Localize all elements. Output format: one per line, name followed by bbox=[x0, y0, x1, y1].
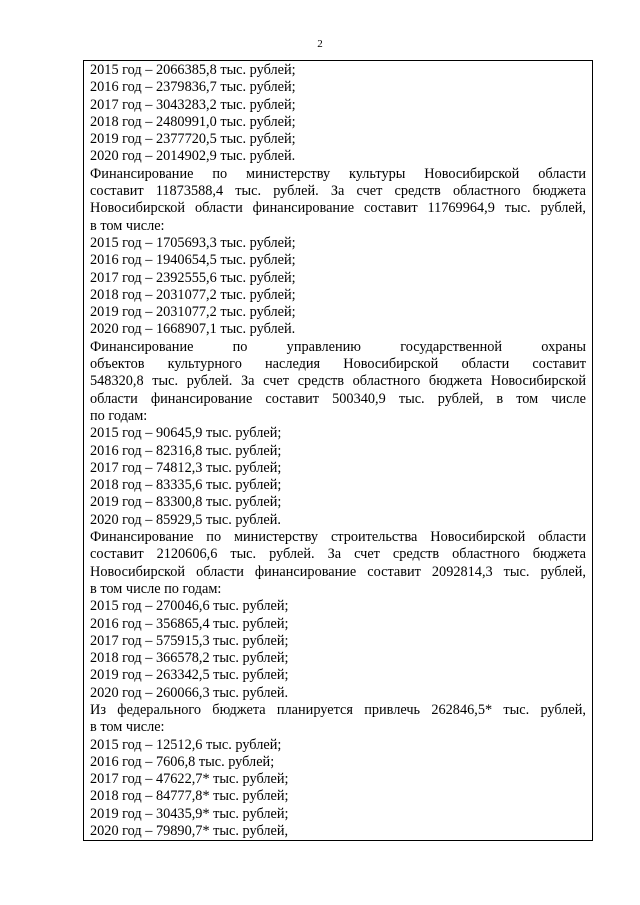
paragraph-line: Из федерального бюджета планируется привлечь 262846,5* тыс. рублей, bbox=[90, 701, 586, 718]
paragraph-line: составит 2120606,6 тыс. рублей. За счет средств областного бюджета bbox=[90, 546, 586, 563]
list-line: в том числе: bbox=[90, 217, 165, 234]
list-line: 2018 год – 2480991,0 тыс. рублей; bbox=[90, 113, 296, 130]
list-line: 2017 год – 47622,7* тыс. рублей; bbox=[90, 771, 289, 788]
page-number: 2 bbox=[317, 38, 323, 50]
list-line: по годам: bbox=[90, 407, 148, 424]
paragraph-line: Финансирование по министерству культуры Новосибирской области bbox=[90, 165, 586, 182]
list-line: 2020 год – 260066,3 тыс. рублей. bbox=[90, 684, 289, 701]
list-line: 2015 год – 12512,6 тыс. рублей; bbox=[90, 736, 282, 753]
paragraph-line: Новосибирской области финансирование составит 11769964,9 тыс. рублей, bbox=[90, 200, 586, 217]
list-line: 2018 год – 83335,6 тыс. рублей; bbox=[90, 477, 282, 494]
list-line: 2020 год – 1668907,1 тыс. рублей. bbox=[90, 321, 296, 338]
list-line: 2020 год – 85929,5 тыс. рублей. bbox=[90, 511, 281, 528]
list-line: 2015 год – 90645,9 тыс. рублей; bbox=[90, 425, 282, 442]
list-line: 2016 год – 7606,8 тыс. рублей; bbox=[90, 753, 275, 770]
paragraph-line: Новосибирской области финансирование составит 2092814,3 тыс. рублей, bbox=[90, 563, 586, 580]
list-line: 2015 год – 270046,6 тыс. рублей; bbox=[90, 598, 289, 615]
list-line: 2017 год – 3043283,2 тыс. рублей; bbox=[90, 96, 296, 113]
list-line: 2019 год – 263342,5 тыс. рублей; bbox=[90, 667, 289, 684]
list-line: 2018 год – 366578,2 тыс. рублей; bbox=[90, 650, 289, 667]
list-line: 2016 год – 82316,8 тыс. рублей; bbox=[90, 442, 282, 459]
paragraph-line: 548320,8 тыс. рублей. За счет средств областного бюджета Новосибирской bbox=[90, 373, 586, 390]
list-line: 2020 год – 2014902,9 тыс. рублей. bbox=[90, 148, 296, 165]
list-line: 2019 год – 83300,8 тыс. рублей; bbox=[90, 494, 282, 511]
list-line: в том числе по годам: bbox=[90, 580, 222, 597]
paragraph-line: Финансирование по управлению государственной охраны bbox=[90, 338, 586, 355]
list-line: 2016 год – 1940654,5 тыс. рублей; bbox=[90, 252, 296, 269]
list-line: 2017 год – 575915,3 тыс. рублей; bbox=[90, 632, 289, 649]
list-line: 2019 год – 2377720,5 тыс. рублей; bbox=[90, 131, 296, 148]
paragraph-line: объектов культурного наследия Новосибирской области составит bbox=[90, 356, 586, 373]
list-line: 2019 год – 30435,9* тыс. рублей; bbox=[90, 805, 289, 822]
list-line: 2017 год – 74812,3 тыс. рублей; bbox=[90, 459, 282, 476]
list-line: в том числе: bbox=[90, 719, 165, 736]
list-line: 2019 год – 2031077,2 тыс. рублей; bbox=[90, 304, 296, 321]
list-line: 2020 год – 79890,7* тыс. рублей, bbox=[90, 823, 289, 840]
text-frame bbox=[83, 60, 593, 841]
list-line: 2018 год – 84777,8* тыс. рублей; bbox=[90, 788, 289, 805]
list-line: 2015 год – 1705693,3 тыс. рублей; bbox=[90, 234, 296, 251]
list-line: 2016 год – 2379836,7 тыс. рублей; bbox=[90, 79, 296, 96]
list-line: 2015 год – 2066385,8 тыс. рублей; bbox=[90, 62, 296, 78]
paragraph-line: Финансирование по министерству строительства Новосибирской области bbox=[90, 529, 586, 546]
list-line: 2016 год – 356865,4 тыс. рублей; bbox=[90, 615, 289, 632]
list-line: 2018 год – 2031077,2 тыс. рублей; bbox=[90, 286, 296, 303]
paragraph-line: составит 11873588,4 тыс. рублей. За счет средств областного бюджета bbox=[90, 183, 586, 200]
list-line: 2017 год – 2392555,6 тыс. рублей; bbox=[90, 269, 296, 286]
paragraph-line: области финансирование составит 500340,9 тыс. рублей, в том числе bbox=[90, 390, 586, 407]
